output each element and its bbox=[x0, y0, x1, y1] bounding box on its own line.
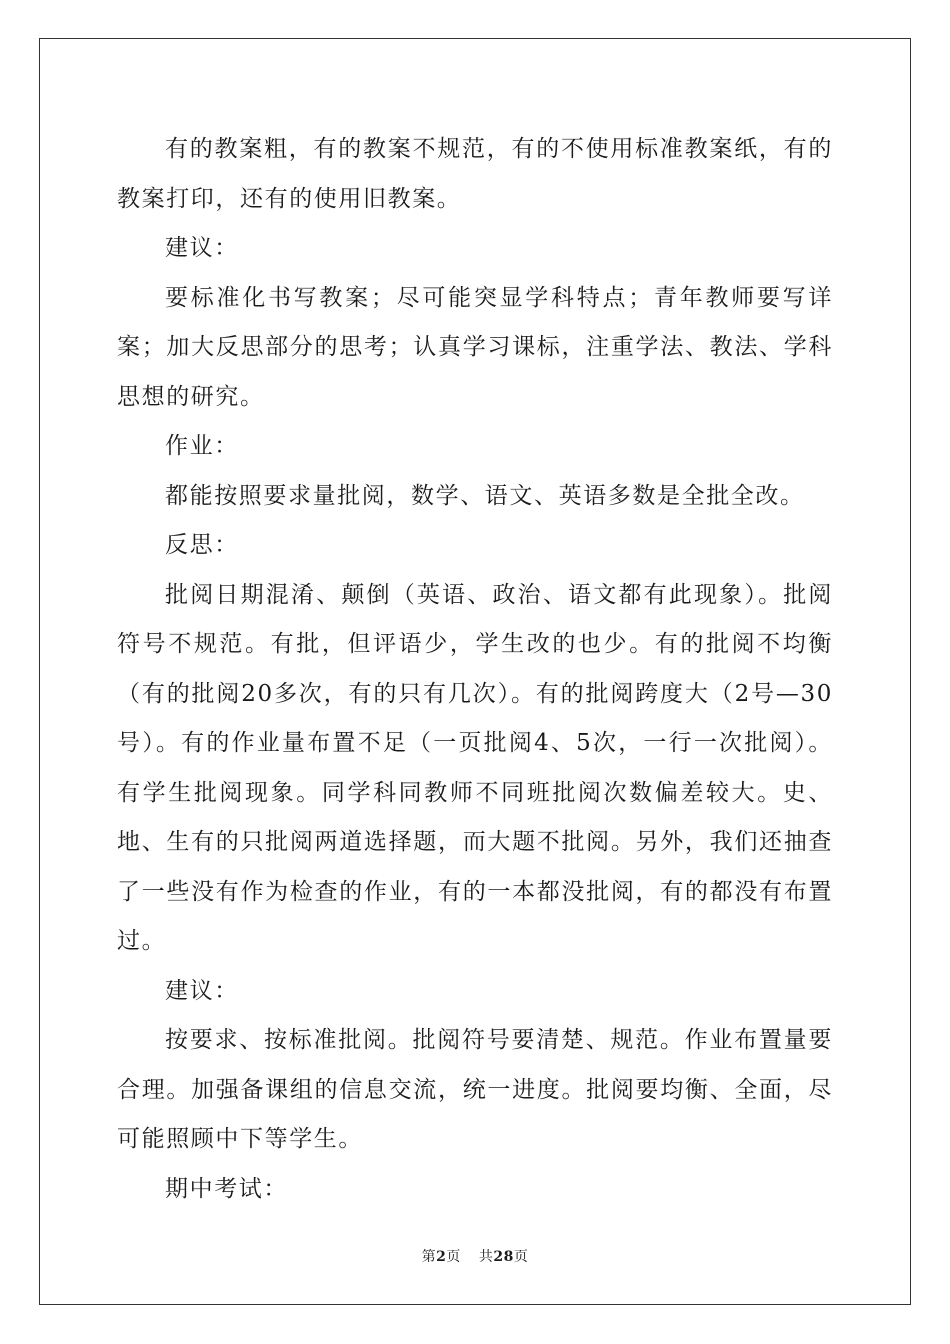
paragraph-lesson-plan-suggestions: 要标准化书写教案；尽可能突显学科特点；青年教师要写详案；加大反思部分的思考；认真学习课标，注重学法、教法、学科思想的研究。 bbox=[117, 284, 833, 410]
footer-page-number: 2 bbox=[436, 1249, 447, 1265]
document-body bbox=[117, 125, 833, 1214]
heading-suggestion-1: 建议： bbox=[165, 235, 239, 261]
heading-homework: 作业： bbox=[165, 433, 239, 459]
footer-page-suffix: 页 bbox=[446, 1249, 461, 1265]
paragraph-homework-status: 都能按照要求量批阅，数学、语文、英语多数是全批全改。 bbox=[165, 482, 805, 509]
page-footer bbox=[0, 1246, 950, 1266]
footer-page-prefix: 第 bbox=[421, 1249, 437, 1265]
footer-total-pages: 28 bbox=[493, 1249, 514, 1265]
paragraph-homework-suggestions: 按要求、按标准批阅。批阅符号要清楚、规范。作业布置量要合理。加强备课组的信息交流，统一进度。批阅要均衡、全面，尽可能照顾中下等学生。 bbox=[117, 1027, 833, 1152]
heading-midterm-exam: 期中考试： bbox=[165, 1175, 288, 1202]
paragraph-homework-reflection: 批阅日期混淆、颠倒（英语、政治、语文都有此现象）。批阅符号不规范。有批，但评语少，学生改的也少。有的批阅不均衡（有的批阅20多次，有的只有几次）。有的批阅跨度大（2号—30号）。有的作业量布置不足（一页批阅4、5次，一行一次批阅）。有学生批阅现象。同学科同教师不同班批阅次数偏差较大。史、地、生有的只批阅两道选择题，而大题不批阅。另外，我们还抽查了一些没有作为检查的作业，有的一本都没批阅，有的都没有布置过。 bbox=[117, 581, 833, 954]
footer-total-suffix: 页 bbox=[513, 1249, 529, 1265]
footer-total-prefix: 共 bbox=[478, 1249, 494, 1265]
heading-suggestion-2: 建议： bbox=[165, 977, 239, 1004]
paragraph-lesson-plan-issues: 有的教案粗，有的教案不规范，有的不使用标准教案纸，有的教案打印，还有的使用旧教案。 bbox=[117, 136, 833, 212]
heading-reflection: 反思： bbox=[165, 532, 239, 558]
